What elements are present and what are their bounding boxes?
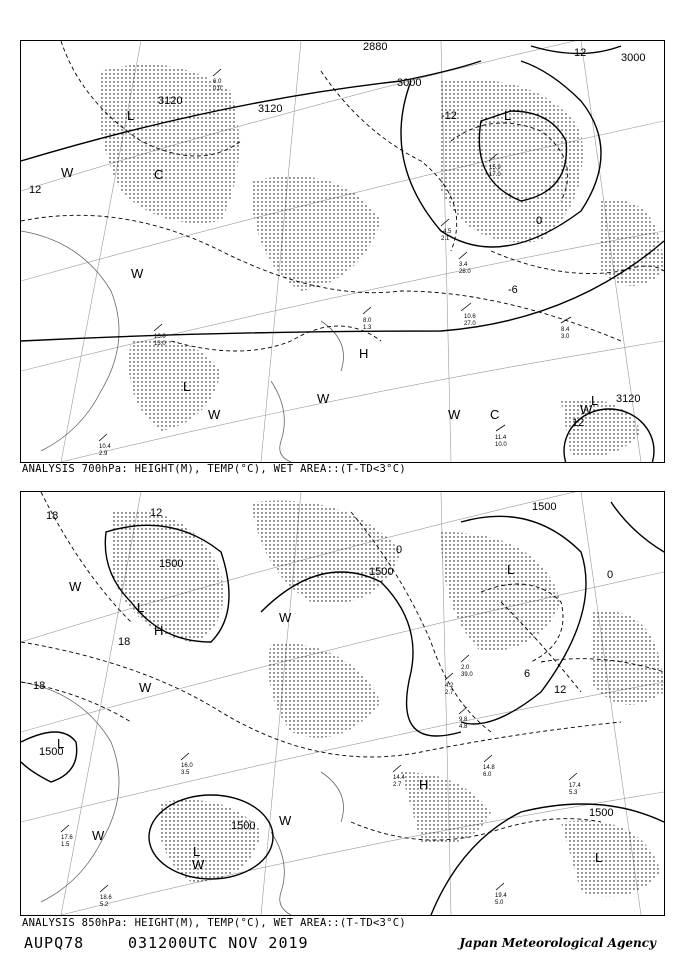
station-temp: 17.6: [61, 835, 73, 841]
station-temp: 10.4: [99, 444, 111, 450]
warm-center: W: [279, 813, 292, 828]
station-plot: [61, 825, 73, 848]
warm-center: W: [92, 828, 105, 843]
station-dewpoint-depression: 2.9: [99, 451, 108, 457]
isotherm-label: 18: [46, 510, 59, 522]
height-label: 1500: [589, 807, 614, 819]
isotherm-label: 18: [33, 680, 46, 692]
low-center: L: [193, 844, 201, 859]
station-plot: [100, 885, 112, 908]
station-dewpoint-depression: 3.0: [561, 334, 570, 340]
station-dewpoint-depression: 0.0: [213, 86, 222, 92]
station-dewpoint-depression: 5.0: [495, 900, 504, 906]
warm-center: W: [448, 407, 461, 422]
station-plot: [459, 252, 471, 275]
isotherm-label: 12: [574, 47, 587, 59]
station-plot: [154, 324, 166, 347]
station-plot: [495, 425, 507, 448]
station-temp: 14.8: [483, 765, 495, 771]
station-plot: [569, 773, 581, 796]
low-center: L: [504, 108, 512, 123]
low-center: L: [127, 108, 135, 123]
station-plot: [561, 317, 571, 340]
map-700hpa-svg: [21, 41, 664, 462]
warm-center: W: [317, 391, 330, 406]
warm-center: W: [61, 165, 74, 180]
station-plot: [461, 303, 476, 327]
station-dewpoint-depression: 2.7: [393, 782, 402, 788]
warm-center: W: [208, 407, 221, 422]
isotherm-label: 12: [572, 417, 585, 429]
station-dewpoint-depression: 5.2: [100, 902, 109, 908]
low-center: L: [57, 736, 65, 751]
caption-850hpa: ANALYSIS 850hPa: HEIGHT(M), TEMP(°C), WET AREA::(T-TD<3°C): [22, 917, 407, 929]
station-temp: 9.8: [459, 717, 468, 723]
low-center: L: [137, 600, 145, 615]
isotherm-label: 6: [524, 668, 531, 680]
height-label: 1500: [369, 566, 394, 578]
high-center: H: [419, 777, 429, 792]
station-temp: 2.0: [461, 665, 470, 671]
station-temp: 17.4: [569, 783, 581, 789]
wet-areas: [111, 501, 664, 897]
station-plot: [459, 707, 468, 730]
station-temp: -4.5: [441, 229, 452, 235]
station-dewpoint-depression: 1.3: [363, 325, 372, 331]
height-label: 3000: [397, 77, 422, 89]
station-dewpoint-depression: 2.7: [445, 690, 454, 696]
station-temp: 10.6: [464, 314, 476, 320]
station-temp: 16.0: [181, 763, 193, 769]
cold-center: C: [490, 407, 500, 422]
station-dewpoint-depression: 27.0: [464, 321, 476, 327]
station-temp: 8.4: [561, 327, 570, 333]
station-plot: [483, 755, 495, 778]
chart-id: AUPQ78: [24, 934, 85, 952]
low-center: L: [507, 562, 515, 577]
height-label: 2880: [363, 41, 388, 53]
isotherm-label: 0: [536, 215, 543, 227]
isotherm-label: -12: [441, 110, 457, 122]
station-dewpoint-depression: 3.5: [181, 770, 190, 776]
height-label: 3000: [621, 52, 646, 64]
station-dewpoint-depression: 39.0: [461, 672, 473, 678]
low-center: L: [183, 379, 191, 394]
station-plot: [441, 219, 452, 242]
isotherm-label: 18: [118, 636, 131, 648]
station-temp: 6.0: [213, 79, 222, 85]
map-850hpa-svg: [21, 492, 664, 915]
station-temp: 15.9: [489, 165, 501, 171]
cold-center: C: [154, 167, 164, 182]
station-temp: 19.4: [495, 893, 507, 899]
high-center: H: [154, 623, 164, 638]
warm-center: W: [580, 402, 593, 417]
warm-center: W: [69, 579, 82, 594]
valid-time: 031200UTC NOV 2019: [128, 934, 309, 952]
height-label: 3120: [258, 103, 283, 115]
height-label: 1500: [39, 746, 64, 758]
station-temp: 18.6: [100, 895, 112, 901]
station-plot: [445, 673, 454, 696]
station-dewpoint-depression: 13.0: [154, 341, 166, 347]
station-dewpoint-depression: 4.8: [459, 724, 468, 730]
station-temp: 10.0: [154, 334, 166, 340]
wet-areas: [99, 64, 665, 456]
caption-700hpa: ANALYSIS 700hPa: HEIGHT(M), TEMP(°C), WET AREA::(T-TD<3°C): [22, 463, 407, 475]
station-temp: 11.4: [495, 435, 507, 441]
station-plot: [99, 434, 111, 457]
map-panel-850hpa: [20, 491, 665, 916]
warm-center: W: [139, 680, 152, 695]
height-label: 3120: [158, 95, 183, 107]
station-plot: [363, 307, 372, 331]
station-dewpoint-depression: 1.5: [61, 842, 70, 848]
isotherm-label: 0: [396, 544, 403, 556]
low-center: L: [591, 393, 599, 408]
station-dewpoint-depression: 6.0: [483, 772, 492, 778]
map-panel-700hpa: [20, 40, 665, 463]
warm-center: W: [192, 857, 205, 872]
station-temp: 3.4: [459, 262, 468, 268]
station-dewpoint-depression: 2.1: [441, 236, 450, 242]
station-temp: 4.2: [445, 683, 454, 689]
height-label: 1500: [532, 501, 557, 513]
isotherm-label: -6: [508, 284, 518, 296]
station-plot: [461, 655, 473, 678]
agency-credit: Japan Meteorological Agency: [459, 936, 656, 950]
station-dewpoint-depression: 17.0: [489, 172, 501, 178]
station-plot: [393, 765, 405, 788]
warm-center: W: [279, 610, 292, 625]
low-center: L: [595, 850, 603, 865]
station-plot: [181, 753, 193, 776]
height-label: 1500: [159, 558, 184, 570]
station-dewpoint-depression: 28.0: [459, 269, 471, 275]
warm-center: W: [131, 266, 144, 281]
station-temp: 8.0: [363, 318, 372, 324]
high-center: H: [359, 346, 369, 361]
station-plot: [495, 883, 507, 906]
isotherm-label: 0: [607, 569, 614, 581]
isotherm-label: 12: [150, 507, 163, 519]
isotherm-label: 12: [29, 184, 42, 196]
height-label: 1500: [231, 820, 256, 832]
height-label: 3120: [616, 393, 641, 405]
station-temp: 14.4: [393, 775, 405, 781]
station-plot: [213, 69, 222, 92]
station-dewpoint-depression: 10.0: [495, 442, 507, 448]
station-dewpoint-depression: 5.3: [569, 790, 578, 796]
isotherm-label: 12: [554, 684, 567, 696]
